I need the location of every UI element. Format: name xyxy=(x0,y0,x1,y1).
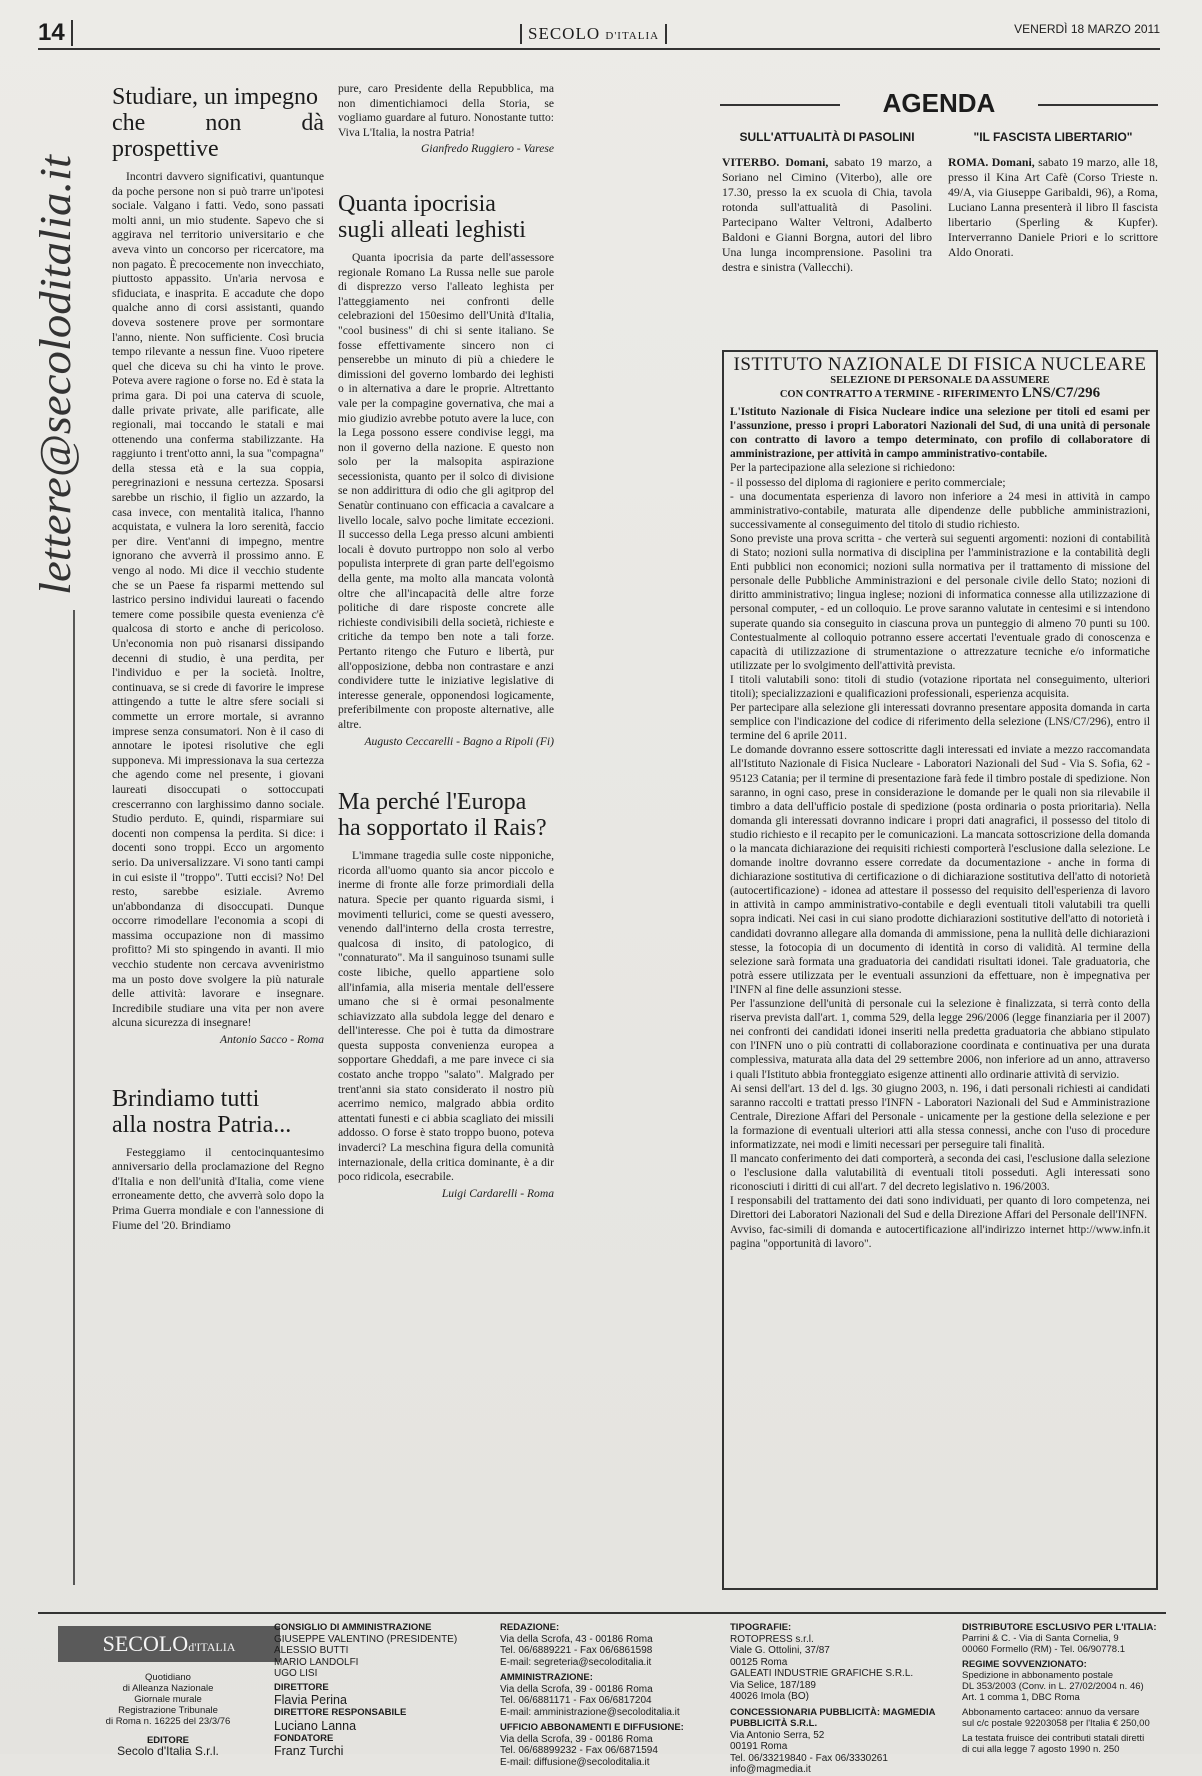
letter-signature: Gianfredo Ruggiero - Varese xyxy=(421,142,554,156)
letter-body: Incontri davvero significativi, quantunque da poche persone non si può trarre un'ipotesi sociale. Valgano i fatti. Vedo, sono passati molti anni, un mio studente. Sapevo che si aggirava nel territorio universitario e che aveva vinto un concorso per ricercatore, ma non pagato. È precocemente non invecchiato, piuttosto appassito. Un'aria nervosa e sfiduciata, e inasprita. E accadute che dopo qualche anno di corsi assistanti, quando doveva sostenere prove per sormontare l'anno, niente. Non sufficiente. Così brucia tempo rilevante a nessun fine. Vuoo ripetere quel che diceva su chi ha vinto le prove. Poteva avere ragione o forse no. Ed è stata la prima gara. Di poi una caterva di scuole, dalle private private, alle parificate, alle regionali, mai toccando le statali e mai ottenendo una conferma stabilizzante. Ha raggiunto i trent'otto anni, la sua "compagna" della stessa età e la sua coppia, peregrinazioni e nessuna certezza. Sposarsi sarebbe un rischio, il figlio un azzardo, la casa invece, con mentalità italica, l'hanno acquistata, e vulnera la loro serenità, faccio per dire. Vent'anni di impegno, mentre ignorano che avverrà il prossimo anno. E vengo al nodo. Mi dice il vecchio studente che se un Paese fa risparmi mettendo sul lastrico persino individui laureati o facendo temere come possibile questa evenienza c'è qualcosa di storto e anche di pericoloso. Un'economia non può risanarsi dissipando decenni di studio, è una perdita, per l'individuo e per la società. Inoltre, continuava, se si crede di favorire le imprese attingendo a tutte le altre sfere sociali si commette un errore mortale, si avranno imprese senza consumatori. Non è il caso di annotare le ipotesi risolutive che egli supponeva. Mi impressionava la sua certezza che agendo come nel presente, i giovani laureati disoccupati o sottoccupati crescerranno con larghissimo danno sociale. Studio perduto. E, quindi, risparmiare sui docenti non compensa la perdita. Si dice: i docenti sono troppi. Ecco un argomento serio. Da universalizzare. Vi sono tanti campi in cui esiste il "troppo". Tutti eccisi? No! Del resto, sarebbe esiziale. Avremo un'abbondanza di disoccupati. Dunque occorre rimodellare l'economia a scopi di massima occupazione non di massimo profitto? Mi sto spingendo in avanti. Il mio vecchio studente non cercava avveniristmo ma un posto dove svolgere la più naturale delle attività: lavorare e insegnare. Incredibile studiare una vita per non avere alcuna sicurezza di insegnare! xyxy=(112,170,324,1030)
footer-registration: Quotidiano di Alleanza Nazionale Giornale murale Registrazione Tribunale di Roma n. 16225 del 23/3/76 EDITORE Secolo d'Italia S.r.l. xyxy=(78,1672,258,1757)
notice-paragraph: - il possesso del diploma di ragioniere e perito commerciale; xyxy=(730,476,1006,489)
notice-paragraph: Per la partecipazione alla selezione si richiedono: xyxy=(730,462,956,475)
notice-paragraph: Le domande dovranno essere sottoscritte dagli interessati ed inviate a mezzo raccomandata all'Istituto Nazionale di Fisica Nucleare - Laboratori Nazionali del Sud - Via S. Sofia, 62 - 95123 Catania; per il termine di presentazione farà fede il timbro postale di spedizione. Non saranno, in ogni caso, prese in considerazione le domande per le quali non sia rilevabile il timbro a data dell'ufficio postale di spedizione (posta ordinaria o posta prioritaria). Nella domanda gli interessati dovranno indicare i propri dati anagrafici, il possesso del titolo di studio richiesto e il recapito per le comunicazioni. La mancata sottoscrizione della domanda o la mancata dichiarazione dei requisiti richiesti comporterà l'esclusione dalla selezione. Le domande inoltre dovranno essere corredate da documentazione - anche in forma di dichiarazione sostitutiva di certificazione o di dichiarazione sostitutiva dell'atto di notorietà (autocertificazione) - idonea ad attestare il possesso del requisito dell'esperienza di lavoro in attività in campo amministrativo-contabile e degli eventuali titoli valutabili tra quelli sopra indicati. Nei casi in cui siano prodotte dichiarazioni sostitutive dell'atto di notorietà i candidati dovranno allegare alla domanda di ammissione, pena la nullità delle dichiarazioni stesse, la fotocopia di un documento di identità in corso di validità. Al termine della selezione sarà formata una graduatoria dei candidati risultati idonei. Tale graduatoria, che potrà essere utilizzata per le eventuali assunzioni da effettuare, non è impegnativa per l'INFN al fine delle assunzioni stesse. xyxy=(730,744,1150,996)
letter-body: Festeggiamo il centocinquantesimo anniversario della proclamazione del Regno d'Italia e non dell'unità d'Italia, come viene erroneamente detto, che avverrà solo dopo la Prima Guerra mondiale e con l'annessione di Fiume del '20. Brindiamo xyxy=(112,1145,324,1232)
column-1 xyxy=(112,84,324,1584)
letter-europa xyxy=(338,789,554,1201)
page-number: 14 xyxy=(38,20,73,46)
footer-printing: TIPOGRAFIE: ROTOPRESS s.r.l. Viale G. Ottolini, 37/87 00125 Roma GALEATI INDUSTRIE GRAFICHE S.R.L. Via Selice, 187/189 40026 Imola (BO) CONCESSIONARIA PUBBLICITÀ: MAGMEDIA PUBBLICITÀ S.R.L. Via Antonio Serra, 52 00191 Roma Tel. 06/33219840 - Fax 06/3330261 info@magmedia.it xyxy=(730,1622,936,1775)
page-header xyxy=(38,18,1160,50)
notice-paragraph: I responsabili del trattamento dei dati sono individuati, per quanto di loro competenza, nei Direttori dei Laboratori Nazionali del Sud e della Direzione Affari del Personale dell'INFN. xyxy=(730,1195,1150,1222)
issue-date: VENERDÌ 18 MARZO 2011 xyxy=(1014,22,1160,36)
agenda-body: sabato 19 marzo, a Soriano nel Cimino (Viterbo), alle ore 17.30, presso la ex scuola di Chia, tavola rotonda sull'attualità di Pasolini. Partecipano Walter Veltroni, Adalberto Baldoni e Gianni Borgna, autori del libro Una lunga incomprensione. Pasolini tra destra e sinistra (Vallecchi). xyxy=(722,155,932,274)
agenda-heading: "IL FASCISTA LIBERTARIO" xyxy=(973,130,1133,144)
letter-signature: Luigi Cardarelli - Roma xyxy=(441,1186,554,1200)
notice-reference: LNS/C7/296 xyxy=(1021,385,1101,402)
masthead-footer xyxy=(38,1612,1166,1775)
footer-board: CONSIGLIO DI AMMINISTRAZIONE GIUSEPPE VALENTINO (PRESIDENTE) ALESSIO BUTTI MARIO LANDOLFI UGO LISI DIRETTORE Flavia Perina DIRETTORE RESPONSABILE Luciano Lanna FONDATORE Franz Turchi xyxy=(274,1622,464,1758)
letter-continuation: pure, caro Presidente della Repubblica, ma non dimentichiamoci della Storia, se vogliamo guardare al futuro. Nonostante tutto: Viva L'Italia, la nostra Patria! xyxy=(338,82,554,139)
letter-signature: Antonio Sacco - Roma xyxy=(220,1033,324,1047)
column-2 xyxy=(338,82,554,1592)
letter-body: Quanta ipocrisia da parte dell'assessore regionale Romano La Russa nelle sue parole di disprezzo verso l'alleato leghista per l'atteggiamento nei confronti delle celebrazioni del 150esimo dell'Unità d'Italia, "cool business" di chi si sente italiano. Se fosse effettivamente sincero non ci penserebbe un minuto di più a chiedere le dimissioni del governo lombardo dei leghisti o in alternativa a dare le proprie. Altrettanto vale per la compagine governativa, che mai a mio giudizio avrebbe potuto avere la luce, con la Lega possono essere condivise leggi, ma non il governo della nazione. E questo non solo per la malsopita aspirazione secessionista, quanto per il solco di divisione se non addirittura di odio che gli agitprop del Senatùr continuano con efficacia a cavalcare a livello locale, salvo poche limitate eccezioni. Il successo della Lega presso alcuni ambienti locali è dovuto purtroppo non solo al verbo populista interprete di gran parte dell'egoismo della gente, ma molto alla mancata volontà oltre che all'incapacità delle altre forze politiche di dare risposte concrete alle richieste condivisibili della società, richieste e critiche da tempo ben note a tali forze. Pertanto ritengo che Futuro e libertà, pur all'opposizione, debba non contrastare e anzi condividere tutte le iniziative legislative di interesse generale, opponendosi logicamente, preferibilmente con proposte alternative, alle altre. xyxy=(338,250,554,731)
agenda-lead: VITERBO. Domani, xyxy=(722,155,829,169)
paper-name-suffix: D'ITALIA xyxy=(605,30,660,42)
notice-paragraph: Il mancato conferimento dei dati comporterà, a seconda dei casi, l'esclusione dalla selezione o l'esclusione dalla valutabilità di eventuali titoli posseduti. Agli interessati sono riconosciuti i diritti di cui all'art. 7 del decreto legislativo n. 196/2003. xyxy=(730,1153,1150,1194)
footer-publisher: Secolo d'Italia S.r.l. xyxy=(117,1744,219,1758)
paper-name xyxy=(520,24,667,44)
notice-paragraph: Per l'assunzione dell'unità di personale cui la selezione è finalizzata, si terrà conto della riserva prevista dall'art. 1, comma 529, della legge 296/2006 (legge finanziaria per il 2007) nei confronti dei candidati idonei inseriti nella predetta graduatoria che abbiano stipulato con l'INFN uno o più contratti di collaborazione coordinata e continuativa per una durata complessiva, maturata alla data del 29 settembre 2006, non inferiore ad un anno, attraverso i quali l'Istituto abbia fronteggiato esigenze attinenti allo ordinarie attività di servizio. xyxy=(730,998,1150,1081)
letter-body: L'immane tragedia sulle coste nipponiche, ricorda all'uomo quanto sia ancor piccolo e inerme di fronte alle forze primordiali della natura. Specie per quanto riguarda sismi, i movimenti tellurici, come se questi avessero, venendo dall'interno della crosta terrestre, qualcosa di insito, di patologico, di "connaturato". Ma il sanguinoso tsunami sulle coste libiche, quello appartiene solo all'infamia, alla miseria mentale dell'essere umano che si è ormai pesonalmente schiavizzato alla subdola legge del denaro e dell'interesse. Che poi è tutta da dimostrare questa supposta convenienza europea a sopportare Gheddafi, a me pare invece ci sia costato anche troppo "salato". Malgrado per trent'anni sia stato considerato il nostro più acerrimo nemico, malgrado abbia ordito attentati funesti e ci abbia scagliato dei missili addosso. O forse è stato troppo buono, poteva invaderci? La meschina figura della comunità internazionale, della critica dominante, è a dir poco ridicola, esecrabile. xyxy=(338,849,554,1184)
paper-name-main: SECOLO xyxy=(528,24,601,43)
agenda-item-pasolini xyxy=(722,130,932,275)
side-email: lettere@secoloditalia.it xyxy=(31,181,80,595)
footer-logo: SECOLOd'ITALIA xyxy=(58,1626,280,1662)
infn-notice xyxy=(722,350,1158,1590)
letter-ipocrisia xyxy=(338,191,554,749)
footer-director: Flavia Perina xyxy=(274,1693,347,1707)
footer-contacts: REDAZIONE: Via della Scrofa, 43 - 00186 Roma Tel. 06/6889221 - Fax 06/6861598 E-mail: segreteria@secoloditalia.it AMMINISTRAZIONE: Via della Scrofa, 39 - 00186 Roma Tel. 06/6881171 - Fax 06/6817204 E-mail: amministrazione@secoloditalia.it UFFICIO ABBONAMENTI E DIFFUSIONE: Via della Scrofa, 39 - 00186 Roma Tel. 06/68899232 - Fax 06/6871594 E-mail: diffusione@secoloditalia.it xyxy=(500,1622,684,1768)
notice-paragraph: Sono previste una prova scritta - che verterà sui seguenti argomenti: nozioni di contabilità di Stato; nozioni sulla normativa di disciplina per l'amministrazione e la contabilità degli Enti pubblici non economici; nozioni sulla normativa per il trattamento di missione del personale delle Pubbliche Amministrazioni e del personale civile dello Stato; nozioni di diritto amministrativo; lingua inglese; nozioni di informatica connesse alla utilizzazione di personal computer, - ed un colloquio. Le prove saranno valutate in centesimi e si intendono superate quando sia conseguito in ciascuna prova un punteggio di almeno 70 punti su 100. Contestualmente al colloquio potranno essere accertati l'eventuale grado di conoscenza e capacità di utilizzazione di strumentazione o attrezzature tecniche e/o informatiche utilizzate per lo svolgimento dell'attività prevista. xyxy=(730,532,1150,672)
letter-studiare xyxy=(112,84,324,1048)
letters-side-label xyxy=(31,80,84,1585)
notice-paragraph: I titoli valutabili sono: titoli di studio (votazione riportata nel conseguimento, ulteriori titoli); specializzazioni e qualificazioni professionali, esperienza acquisita. xyxy=(730,673,1150,700)
notice-intro: L'Istituto Nazionale di Fisica Nucleare indice una selezione per titoli ed esami per l'assunzione, presso i propri Laboratori Nazionali del Sud, di una unità di personale con contratto di lavoro a tempo determinato, con profilo di collaboratore di amministrazione, per attività in campo amministrativo-contabile. xyxy=(730,406,1150,461)
agenda-body: sabato 19 marzo, alle 18, presso il Kina Art Cafè (Corso Trieste n. 49/A, via Giuseppe Garibaldi, 96), a Roma, Luciano Lanna presenterà il libro Il fascista libertario (Sperling & Kupfer). Interverranno Daniele Priori e lo scrittore Aldo Onorati. xyxy=(948,155,1158,259)
footer-distribution: DISTRIBUTORE ESCLUSIVO PER L'ITALIA: Parrini & C. - Via di Santa Cornelia, 9 00060 Formello (RM) - Tel. 06/90778.1 REGIME SOVVENZIONATO: Spedizione in abbonamento postale DL 353/2003 (Conv. in L. 27/02/2004 n. 46) Art. 1 comma 1, DBC Roma Abbonamento cartaceo: annuo da versare sul c/c postale 92203058 per l'Italia € 250,00 La testata fruisce dei contributi statali diretti di cui alla legge 7 agosto 1990 n. 250 xyxy=(962,1622,1157,1755)
letter-title: Brindiamo tutti alla nostra Patria... xyxy=(112,1085,292,1138)
notice-title: ISTITUTO NAZIONALE DI FISICA NUCLEARE xyxy=(733,354,1147,375)
letter-brindiamo xyxy=(112,1086,324,1234)
notice-paragraph: Per partecipare alla selezione gli interessati dovranno presentare apposita domanda in carta semplice con l'indicazione del codice di riferimento della selezione (LNS/C7/296), entro il termine del 6 aprile 2011. xyxy=(730,702,1150,743)
footer-founder: Franz Turchi xyxy=(274,1744,344,1758)
letter-title: Ma perché l'Europa ha sopportato il Rais? xyxy=(338,789,547,842)
agenda-lead: ROMA. Domani, xyxy=(948,155,1035,169)
agenda-title: AGENDA xyxy=(720,88,1158,119)
notice-paragraphs xyxy=(730,461,1150,1250)
letter-signature: Augusto Ceccarelli - Bagno a Ripoli (Fi) xyxy=(364,734,554,748)
agenda-item-fascista xyxy=(948,130,1158,260)
notice-paragraph: - una documentata esperienza di lavoro non inferiore a 24 mesi in attività in campo amministrativo-contabile, maturata alle dipendenze delle pubbliche amministrazioni, successivamente al conseguimento del titolo di studio richiesto. xyxy=(730,490,1150,531)
letter-title: Quanta ipocrisia sugli alleati leghisti xyxy=(338,190,526,243)
notice-subtitle: SELEZIONE DI PERSONALE DA ASSUMERE CON CONTRATTO A TERMINE - RIFERIMENTO LNS/C7/296 xyxy=(779,375,1101,402)
letter-title: Studiare, un impegno che non dà prospettive xyxy=(112,84,324,162)
footer-resp-director: Luciano Lanna xyxy=(274,1718,357,1733)
notice-paragraph: Avviso, fac-simili di domanda e autocertificazione all'indirizzo internet http://www.infn.it pagina "opportunità di lavoro". xyxy=(730,1223,1150,1250)
agenda-heading: SULL'ATTUALITÀ DI PASOLINI xyxy=(739,130,915,144)
notice-paragraph: Ai sensi dell'art. 13 del d. lgs. 30 giugno 2003, n. 196, i dati personali richiesti ai candidati saranno raccolti e trattati presso l'INFN - Laboratori Nazionali del Sud e Amministrazione Centrale, Direzione Affari del Personale - unicamente per la gestione della selezione e per la formazione di eventuali ulteriori atti alla stessa connessi, anche con l'uso di procedure informatizzate, nei modi e limiti necessari per perseguire tali finalità. xyxy=(730,1082,1150,1151)
